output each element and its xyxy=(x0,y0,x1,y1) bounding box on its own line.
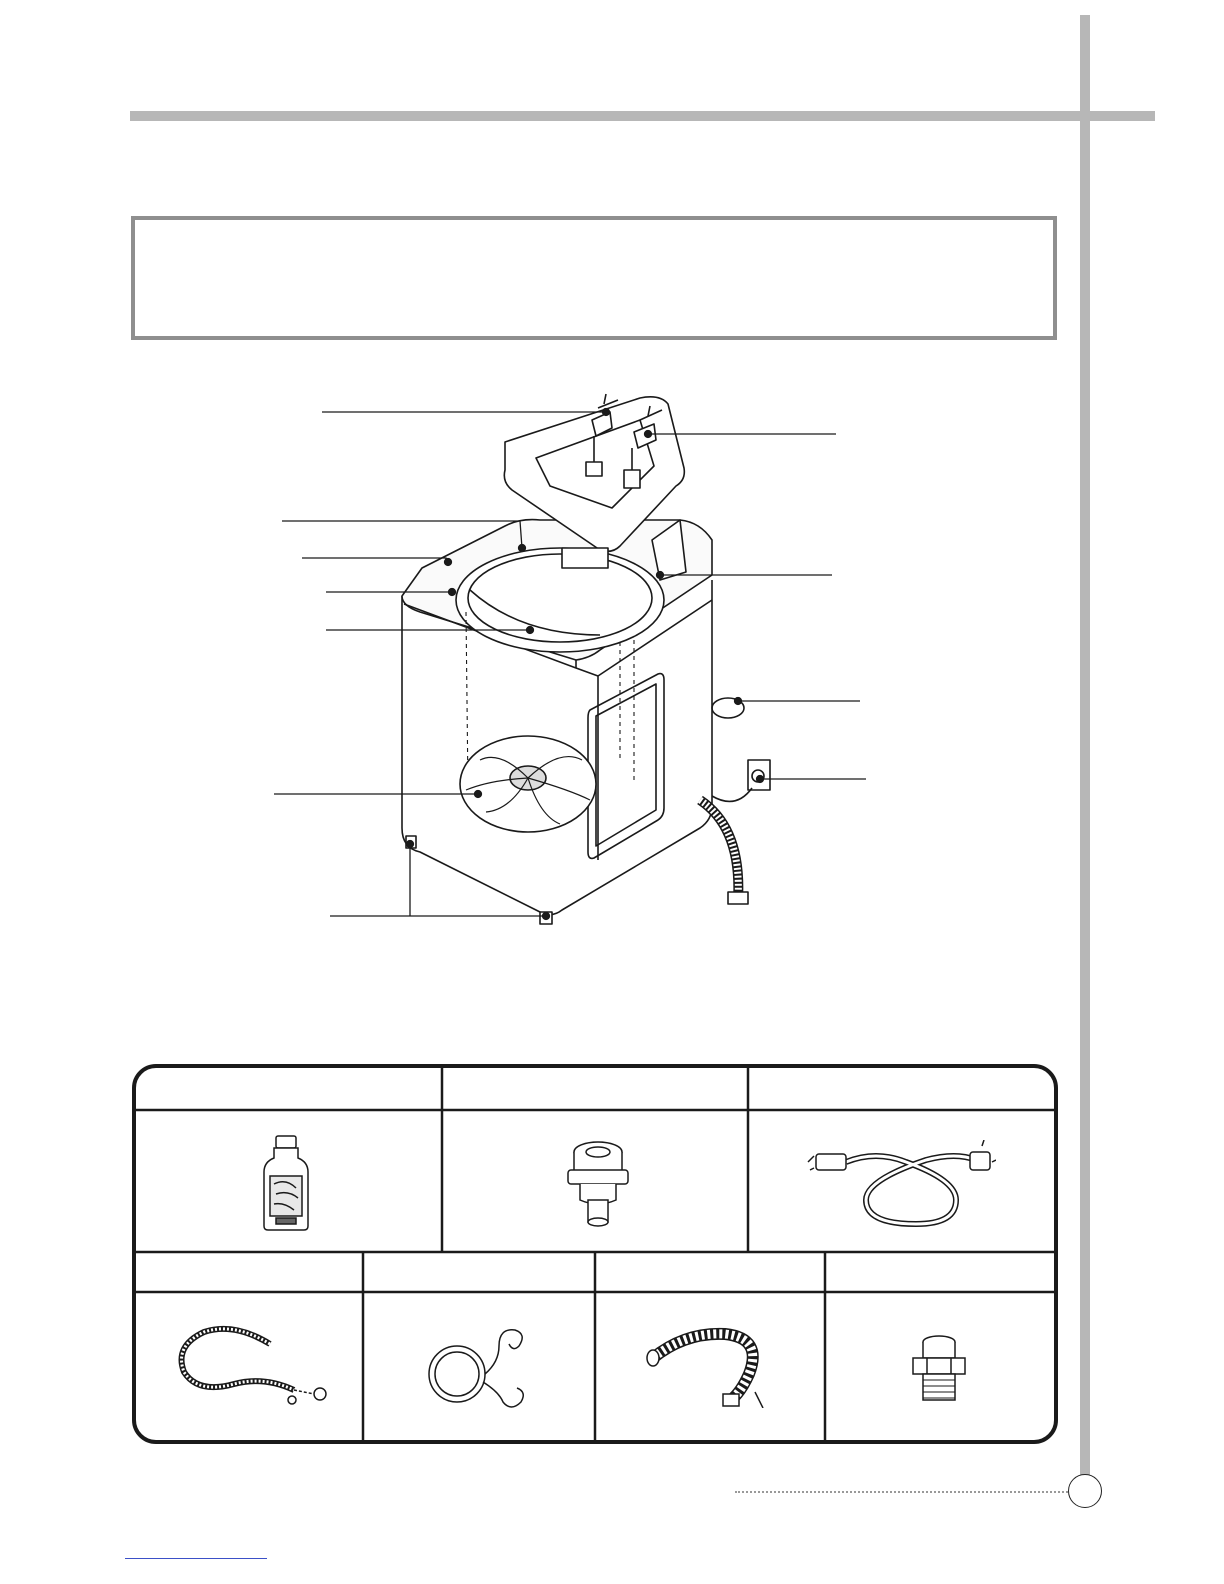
detergent-bottle-icon xyxy=(246,1132,326,1236)
footer-link-underline[interactable] xyxy=(125,1558,267,1559)
accessory-cell-hose-holder xyxy=(363,1252,595,1440)
tap-adapter-icon xyxy=(558,1138,638,1238)
washing-machine-diagram xyxy=(0,380,1224,940)
hose-connector-icon xyxy=(907,1334,971,1404)
accessory-cell-detergent-bottle xyxy=(136,1068,442,1252)
drain-hose-extension-icon xyxy=(174,1322,334,1408)
accessory-cell-drain-hose-extension xyxy=(136,1252,363,1440)
drum-opening xyxy=(456,548,664,652)
accessory-cell-drain-hose xyxy=(595,1252,825,1440)
accessories-table xyxy=(132,1064,1058,1444)
hose-holder-icon xyxy=(419,1322,539,1412)
accessory-cell-tap-adapter xyxy=(442,1068,748,1252)
softener-inlet-box xyxy=(562,548,608,568)
section-header-box xyxy=(131,216,1057,340)
accessory-cell-hose-connector xyxy=(825,1252,1054,1440)
accessory-cell-inlet-hose xyxy=(748,1068,1054,1252)
page-number xyxy=(1068,1474,1102,1508)
inlet-hose-icon xyxy=(806,1140,996,1230)
callout-line-softener-inlet xyxy=(302,558,446,562)
drain-hose-icon xyxy=(645,1322,775,1408)
header-rule xyxy=(130,111,1155,121)
footer-dotted-rule xyxy=(735,1491,1068,1493)
power-cord xyxy=(712,788,752,801)
